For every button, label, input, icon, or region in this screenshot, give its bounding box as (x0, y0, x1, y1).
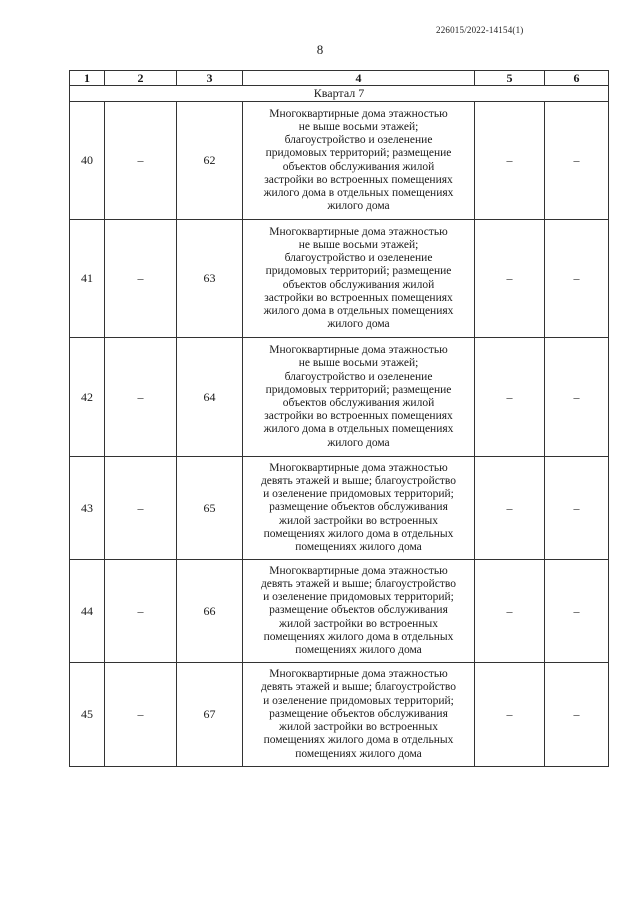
cell-col3: 62 (177, 102, 243, 220)
cell-col6: – (545, 663, 609, 767)
table-row (70, 338, 609, 457)
table-row (70, 457, 609, 560)
table-row (70, 220, 609, 338)
cell-description: Многоквартирные дома этажностью девять этажей и выше; благоустройство и озеленение придомовых территорий; размещение объектов обслуживания жилой застройки во встроенных помещениях жилого дома в отдельных помещениях жилого дома (243, 663, 475, 767)
cell-col2: – (105, 560, 177, 663)
cell-col5: – (475, 220, 545, 338)
cell-col6: – (545, 338, 609, 457)
row-number: 40 (70, 102, 105, 220)
cell-description: Многоквартирные дома этажностью девять этажей и выше; благоустройство и озеленение придомовых территорий; размещение объектов обслуживания жилой застройки во встроенных помещениях жилого дома в отдельных помещениях жилого дома (243, 457, 475, 560)
cell-col6: – (545, 560, 609, 663)
cell-col3: 63 (177, 220, 243, 338)
cell-col6: – (545, 220, 609, 338)
row-number: 42 (70, 338, 105, 457)
cell-col5: – (475, 102, 545, 220)
table-row (70, 102, 609, 220)
column-header-6: 6 (545, 71, 609, 86)
column-header-4: 4 (243, 71, 475, 86)
cell-col3: 65 (177, 457, 243, 560)
column-header-5: 5 (475, 71, 545, 86)
page-number: 8 (316, 42, 324, 57)
cell-col2: – (105, 457, 177, 560)
cell-description: Многоквартирные дома этажностью не выше восьми этажей; благоустройство и озеленение придомовых территорий; размещение объектов обслуживания жилой застройки во встроенных помещениях жилого дома в отдельных помещениях жилого дома (243, 220, 475, 338)
column-header-2: 2 (105, 71, 177, 86)
section-title: Квартал 7 (70, 86, 609, 102)
row-number: 41 (70, 220, 105, 338)
section-title-row (70, 86, 609, 102)
table-row (70, 560, 609, 663)
row-number: 44 (70, 560, 105, 663)
cell-col2: – (105, 220, 177, 338)
cell-col5: – (475, 663, 545, 767)
row-number: 43 (70, 457, 105, 560)
column-header-3: 3 (177, 71, 243, 86)
cell-col2: – (105, 338, 177, 457)
cell-col5: – (475, 457, 545, 560)
cell-col3: 64 (177, 338, 243, 457)
cell-col3: 66 (177, 560, 243, 663)
cell-description: Многоквартирные дома этажностью не выше восьми этажей; благоустройство и озеленение придомовых территорий; размещение объектов обслуживания жилой застройки во встроенных помещениях жилого дома в отдельных помещениях жилого дома (243, 338, 475, 457)
cell-col2: – (105, 102, 177, 220)
cell-col5: – (475, 338, 545, 457)
column-header-1: 1 (70, 71, 105, 86)
cell-col5: – (475, 560, 545, 663)
row-number: 45 (70, 663, 105, 767)
cell-col2: – (105, 663, 177, 767)
zoning-table (69, 70, 609, 767)
cell-col6: – (545, 457, 609, 560)
table-row (70, 663, 609, 767)
cell-description: Многоквартирные дома этажностью девять этажей и выше; благоустройство и озеленение придомовых территорий; размещение объектов обслуживания жилой застройки во встроенных помещениях жилого дома в отдельных помещениях жилого дома (243, 560, 475, 663)
document-registration-number: 226015/2022-14154(1) (436, 25, 524, 35)
cell-description: Многоквартирные дома этажностью не выше восьми этажей; благоустройство и озеленение придомовых территорий; размещение объектов обслуживания жилой застройки во встроенных помещениях жилого дома в отдельных помещениях жилого дома (243, 102, 475, 220)
cell-col6: – (545, 102, 609, 220)
column-header-row (70, 71, 609, 86)
cell-col3: 67 (177, 663, 243, 767)
